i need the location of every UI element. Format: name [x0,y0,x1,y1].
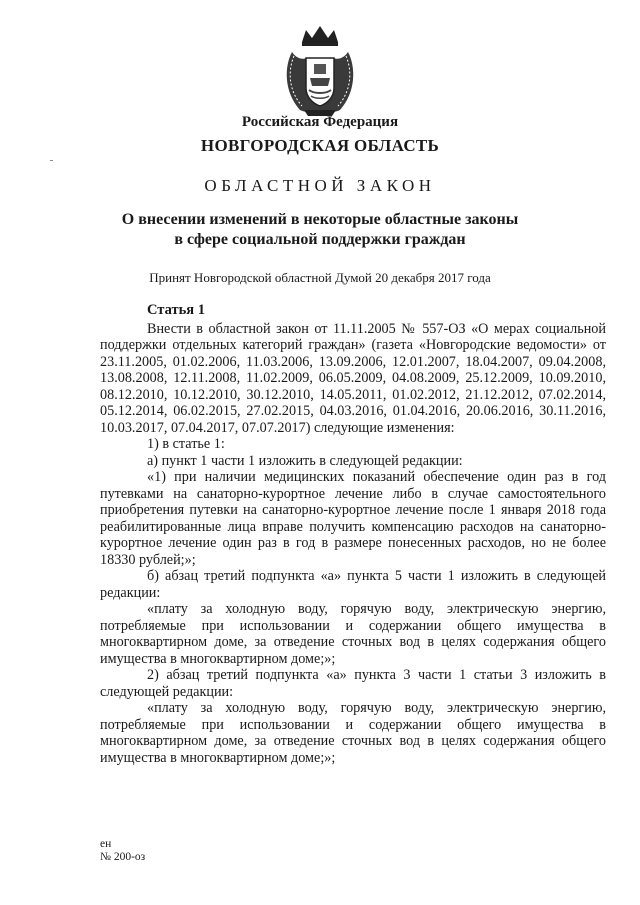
region-name: НОВГОРОДСКАЯ ОБЛАСТЬ [200,136,440,155]
paragraph: Внести в областной закон от 11.11.2005 № 557-ОЗ «О мерах социальной поддержки отдельных категорий граждан» (газета «Новгородские ведомости» от 23.11.2005, 01.02.2006, 11.03.2006, 13.09.2006, 12.01.2007, 18.04.2007, 09.04.2008, 13.08.2008, 12.11.2008, 11.02.2009, 06.05.2009, 04.08.2009, 25.12.2009, 10.09.2010, 08.12.2010, 10.12.2010, 30.12.2010, 14.05.2011, 01.02.2012, 21.12.2012, 07.02.2014, 05.12.2014, 06.02.2015, 27.02.2015, 04.03.2016, 01.04.2016, 20.06.2016, 30.11.2016, 10.03.2017, 07.04.2017, 07.07.2017) следующие изменения: [100,320,606,436]
quoted-paragraph: «1) при наличии медицинских показаний обеспечение один раз в год путевками на санаторно-курортное лечение либо в случае самостоятельного приобретения путевки на санаторно-курортное лечение после 1 января 2018 года реабилитированные лица вправе получить компенсацию расходов на санаторно-курортное лечение один раз в год в размере понесенных расходов, но не более 18330 рублей;»; [100,469,606,568]
article-heading: Статья 1 [147,302,205,318]
paragraph: а) пункт 1 части 1 изложить в следующей редакции: [147,452,463,469]
adoption-note: Принят Новгородской областной Думой 20 декабря 2017 года [149,270,491,285]
paragraph: 2) абзац третий подпункта «а» пункта 3 части 1 статьи 3 изложить в следующей редакции: [100,667,606,700]
quoted-paragraph: «плату за холодную воду, горячую воду, электрическую энергию, потребляемые при использовании и содержании общего имущества в многоквартирном доме, за отведение сточных вод в целях содержания общего имущества в многоквартирном доме;»; [100,601,606,667]
quoted-paragraph: «плату за холодную воду, горячую воду, электрическую энергию, потребляемые при использовании и содержании общего имущества в многоквартирном доме, за отведение сточных вод в целях содержания общего имущества в многоквартирном доме;»; [100,700,606,766]
paragraph: 1) в статье 1: [147,436,225,452]
country-name: Российская Федерация [241,114,399,130]
margin-mark [50,160,53,161]
law-title-line: О внесении изменений в некоторые областные законы [121,211,519,228]
document-body [100,302,606,766]
coat-of-arms-icon [278,22,362,118]
paragraph: б) абзац третий подпункта «а» пункта 5 части 1 изложить в следующей редакции: [100,568,606,601]
law-title-line: в сфере социальной поддержки граждан [174,231,466,248]
footer-initials: ен [100,838,112,850]
document-footer [100,838,145,864]
document-type: ОБЛАСТНОЙ ЗАКОН [204,176,436,195]
law-title [0,210,640,250]
footer-number: № 200-оз [100,851,146,863]
